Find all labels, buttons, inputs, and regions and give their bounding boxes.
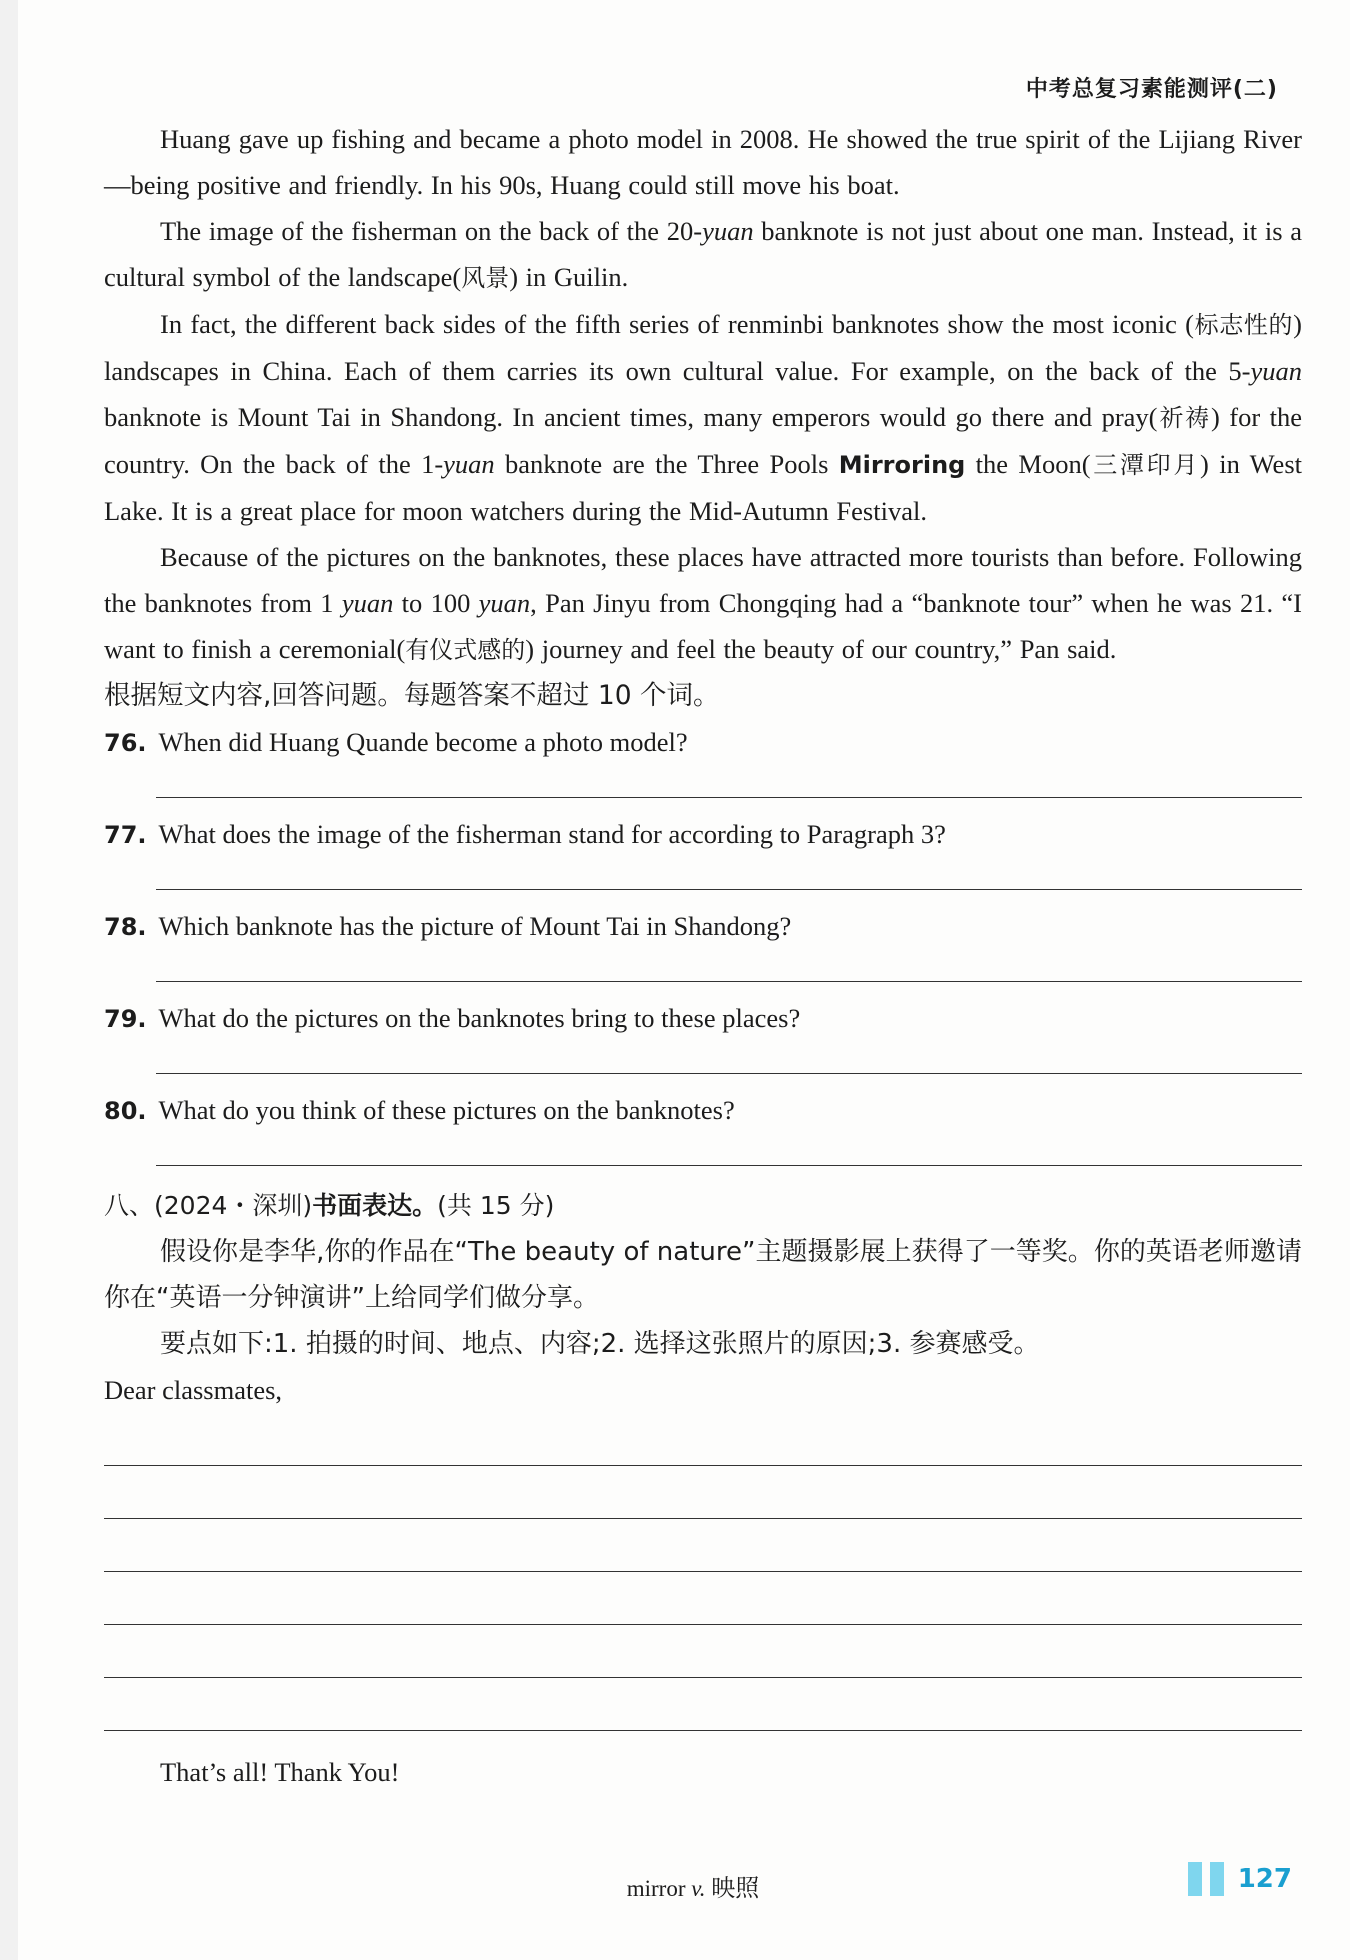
page-number-mark (1188, 1862, 1292, 1896)
vocab-footnote: mirror v. 映照 (626, 1874, 760, 1902)
writing-section-heading: 八、(2024・深圳)书面表达。(共 15 分) (104, 1191, 555, 1220)
question-79: 79. What do the pictures on the banknotes bring to these places? (104, 995, 1302, 1087)
question-77: 77. What does the image of the fisherman stand for according to Paragraph 3? (104, 811, 1302, 903)
writing-line[interactable] (104, 1625, 1302, 1678)
answer-line-77[interactable] (156, 889, 1302, 890)
answer-line-80[interactable] (156, 1165, 1302, 1166)
writing-task-description: 假设你是李华,你的作品在“The beauty of nature”主题摄影展上获得了一等奖。你的英语老师邀请你在“英语一分钟演讲”上给同学们做分享。 (104, 1237, 1302, 1313)
page-header-title: 中考总复习素能测评(二) (1025, 77, 1278, 102)
decorative-bar (1188, 1862, 1202, 1896)
bold-word-mirroring: Mirroring (838, 451, 966, 479)
question-80: 80. What do you think of these pictures on the banknotes? (104, 1087, 1302, 1179)
passage-paragraph-4: Because of the pictures on the banknotes, these places have attracted more tourists than before. Following the banknotes from 1 yuan to 100 yuan, Pan Jinyu from Chongqing had a “banknote tour” when he was 21. “I want to finish a ceremonial(有仪式感的) journey and feel the beauty of our country,” Pan said. (104, 542, 1302, 664)
answer-line-76[interactable] (156, 797, 1302, 798)
writing-line[interactable] (104, 1519, 1302, 1572)
question-instruction: 根据短文内容,回答问题。每题答案不超过 10 个词。 (104, 680, 720, 711)
question-78: 78. Which banknote has the picture of Mount Tai in Shandong? (104, 903, 1302, 995)
passage-paragraph-3: In fact, the different back sides of the fifth series of renminbi banknotes show the most iconic (标志性的) landscapes in China. Each of them carries its own cultural value. For example, on the back of the 5-yuan banknote is Mount Tai in Shandong. In ancient times, many emperors would go there and pray(祈祷) for the country. On the back of the 1-yuan banknote are the Three Pools Mirroring the Moon(三潭印月) in West Lake. It is a great place for moon watchers during the Mid-Autumn Festival. (104, 309, 1302, 526)
writing-line[interactable] (104, 1413, 1302, 1466)
writing-task-points: 要点如下:1. 拍摄的时间、地点、内容;2. 选择这张照片的原因;3. 参赛感受。 (160, 1329, 1040, 1359)
writing-line[interactable] (104, 1678, 1302, 1731)
passage-paragraph-1: Huang gave up fishing and became a photo model in 2008. He showed the true spirit of the Lijiang River—being positive and friendly. In his 90s, Huang could still move his boat. (104, 124, 1302, 200)
answer-line-78[interactable] (156, 981, 1302, 982)
writing-line[interactable] (104, 1572, 1302, 1625)
writing-area[interactable] (104, 1413, 1302, 1731)
question-76: 76. When did Huang Quande become a photo model? (104, 719, 1302, 811)
page-number: 127 (1237, 1864, 1292, 1894)
writing-closing: That’s all! Thank You! (160, 1757, 400, 1787)
passage-paragraph-2: The image of the fisherman on the back of the 20-yuan banknote is not just about one man. Instead, it is a cultural symbol of the landscape(风景) in Guilin. (104, 216, 1302, 292)
writing-greeting: Dear classmates, (104, 1375, 283, 1405)
writing-line[interactable] (104, 1466, 1302, 1519)
page-content (104, 116, 1302, 1795)
decorative-bar (1210, 1862, 1224, 1896)
answer-line-79[interactable] (156, 1073, 1302, 1074)
